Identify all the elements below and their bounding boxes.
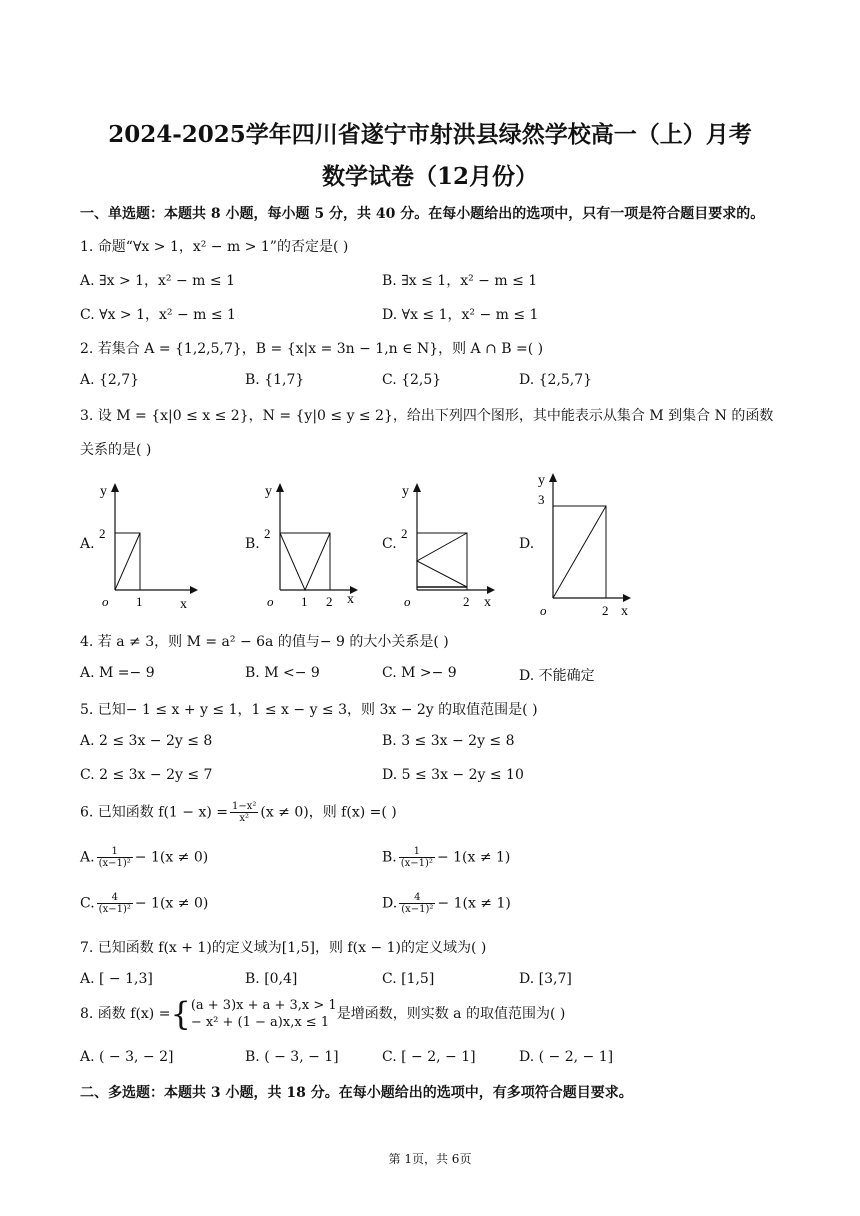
q4-option-b: B. M <− 9 <box>245 665 320 681</box>
q3-graph-d <box>528 462 638 622</box>
q1-option-d: D. ∀x ≤ 1，x² − m ≤ 1 <box>382 307 539 323</box>
title-line-2: 数学试卷（12月份） <box>321 163 538 190</box>
q8-option-c: C. [ − 2, − 1] <box>382 1049 476 1065</box>
axis-x-label: x <box>180 597 187 612</box>
q2-option-b: B. {1,7} <box>245 372 305 388</box>
q5-stem: 5. 已知− 1 ≤ x + y ≤ 1，1 ≤ x − y ≤ 3，则 3x − 2y 的取值范围是( ) <box>80 702 538 718</box>
q5-option-b: B. 3 ≤ 3x − 2y ≤ 8 <box>382 733 515 749</box>
q3-stem-line-2: 关系的是( ) <box>80 442 152 458</box>
axis-y-label: y <box>265 484 272 499</box>
tick-label-2: 2 <box>264 526 271 541</box>
q3-graph-c <box>392 475 502 615</box>
tick-label-2: 2 <box>99 526 106 541</box>
q6-option-a: A. $\frac{1}{\text{(x−1)²}}$ − 1(x ≠ 0) <box>80 846 209 869</box>
origin-label: o <box>404 594 411 609</box>
q8-option-a: A. ( − 3, − 2] <box>80 1049 174 1065</box>
tick-label-1: 1 <box>136 594 143 609</box>
tick-label-2: 2 <box>602 603 609 618</box>
q3-stem-line-1: 3. 设 M = {x|0 ≤ x ≤ 2}，N = {y|0 ≤ y ≤ 2}，给出下列四个图形，其中能表示从集合 M 到集合 N 的函数 <box>80 408 774 424</box>
q6-option-c: C. $\frac{4}{\text{(x−1)²}}$ − 1(x ≠ 0) <box>80 892 209 915</box>
q3-option-d: D. <box>519 536 535 552</box>
q3-option-a: A. <box>80 536 95 552</box>
page-footer: 第 1页，共 6页 <box>388 1152 472 1166</box>
section-2-heading: 二、多选题：本题共 3 小题，共 18 分。在每小题给出的选项中，有多项符合题目要求。 <box>80 1085 633 1101</box>
q7-stem: 7. 已知函数 f(x + 1)的定义域为[1,5]，则 f(x − 1)的定义域为( ) <box>80 940 487 956</box>
tick-label-2: 2 <box>401 526 408 541</box>
q8-option-b: B. ( − 3, − 1] <box>245 1049 339 1065</box>
q5-option-c: C. 2 ≤ 3x − 2y ≤ 7 <box>80 767 213 783</box>
section-1-heading: 一、单选题：本题共 8 小题，每小题 5 分，共 40 分。在每小题给出的选项中，只有一项是符合题目要求的。 <box>80 206 765 222</box>
q4-option-a: A. M =− 9 <box>80 665 155 681</box>
q6-stem: 6. 已知函数 f(1 − x) = $\frac{\text{1−x²}}{\text{x²}}$ (x ≠ 0)，则 f(x) =( ) <box>80 801 397 824</box>
tick-label-2: 2 <box>326 594 333 609</box>
q5-option-a: A. 2 ≤ 3x − 2y ≤ 8 <box>80 733 213 749</box>
origin-label: o <box>102 594 109 609</box>
tick-label-1: 1 <box>301 594 308 609</box>
q2-option-a: A. {2,7} <box>80 372 140 388</box>
axis-y-label: y <box>402 484 409 499</box>
axis-y-label: y <box>538 473 545 488</box>
q2-option-c: C. {2,5} <box>382 372 442 388</box>
q7-option-a: A. [ − 1,3] <box>80 971 153 987</box>
q7-option-d: D. [3,7] <box>519 971 572 987</box>
q1-option-a: A. ∃x > 1，x² − m ≤ 1 <box>80 273 235 289</box>
q1-option-c: C. ∀x > 1，x² − m ≤ 1 <box>80 307 236 323</box>
q8-stem: 8. 函数 f(x) ={ (a + 3)x + a + 3,x > 1 − x² + (1 − a)x,x ≤ 1 是增函数，则实数 a 的取值范围为( ) <box>80 995 566 1033</box>
q3-graph-a <box>90 475 200 615</box>
q7-option-c: C. [1,5] <box>382 971 435 987</box>
origin-label: o <box>540 603 547 618</box>
q4-option-d: D. 不能确定 <box>519 668 595 684</box>
q6-option-b: B. $\frac{1}{\text{(x−1)²}}$ − 1(x ≠ 1) <box>382 846 511 869</box>
q2-stem: 2. 若集合 A = {1,2,5,7}，B = {x|x = 3n − 1,n ∈ N}，则 A ∩ B =( ) <box>80 341 544 357</box>
q1-option-b: B. ∃x ≤ 1，x² − m ≤ 1 <box>382 273 538 289</box>
q1-stem: 1. 命题“∀x > 1，x² − m > 1”的否定是( ) <box>80 239 349 255</box>
q2-option-d: D. {2,5,7} <box>519 372 593 388</box>
q4-stem: 4. 若 a ≠ 3，则 M = a² − 6a 的值与− 9 的大小关系是( ) <box>80 634 449 650</box>
q5-option-d: D. 5 ≤ 3x − 2y ≤ 10 <box>382 767 524 783</box>
q7-option-b: B. [0,4] <box>245 971 298 987</box>
q6-option-d: D. $\frac{4}{\text{(x−1)²}}$ − 1(x ≠ 1) <box>382 892 511 915</box>
q3-option-b: B. <box>245 536 260 552</box>
q6-stem-fraction: $\frac{\text{1−x²}}{\text{x²}}$ <box>231 801 257 824</box>
q3-option-c: C. <box>382 536 397 552</box>
tick-label-3: 3 <box>538 492 545 507</box>
q3-graph-b <box>255 475 365 615</box>
tick-label-2: 2 <box>463 594 470 609</box>
title-line-1: 2024-2025学年四川省遂宁市射洪县绿然学校高一（上）月考 <box>108 121 752 148</box>
q4-option-c: C. M >− 9 <box>382 665 457 681</box>
axis-x-label: x <box>347 592 354 607</box>
origin-label: o <box>267 594 274 609</box>
axis-x-label: x <box>484 595 491 610</box>
axis-y-label: y <box>100 484 107 499</box>
axis-x-label: x <box>621 604 628 619</box>
q8-option-d: D. ( − 2, − 1] <box>519 1049 614 1065</box>
